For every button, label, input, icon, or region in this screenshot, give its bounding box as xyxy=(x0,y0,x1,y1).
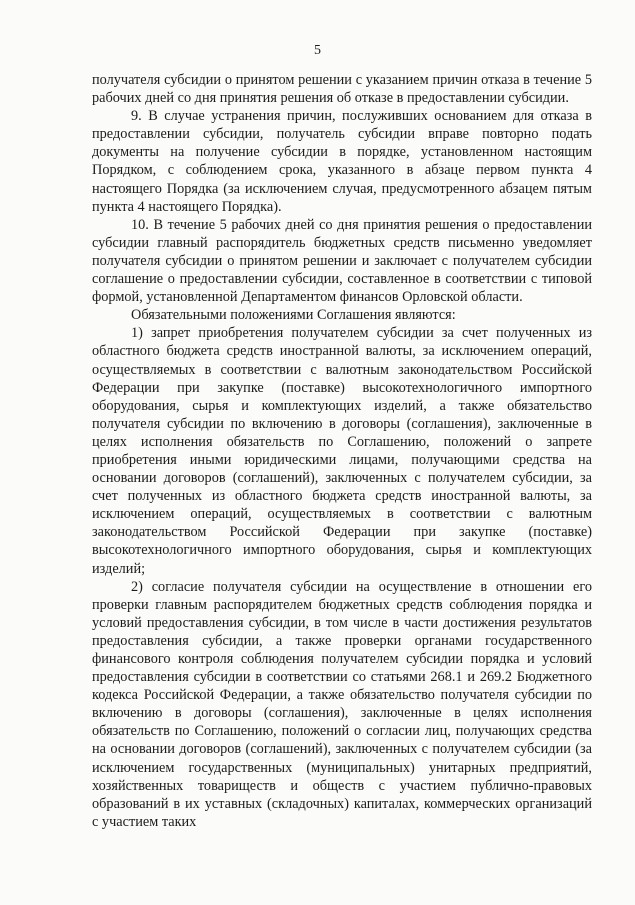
paragraph-item-10: 10. В течение 5 рабочих дней со дня принятия решения о предоставлении субсидии главный распорядитель бюджетных средств письменно уведомляет получателя субсидии о принятом решении и заключает с получателем субсидии соглашение о предоставлении субсидии, составленное в соответствии с типовой формой, установленной Департаментом финансов Орловской области. xyxy=(92,216,592,306)
paragraph-provision-1: 1) запрет приобретения получателем субсидии за счет полученных из областного бюджета средств иностранной валюты, за исключением операций, осуществляемых в соответствии с валютным законодательством Российской Федерации при закупке (поставке) высокотехнологичного импортного оборудования, сырья и комплектующих изделий, а также обязательство получателя субсидии по включению в договоры (соглашения), заключенные в целях исполнения обязательств по Соглашению, положений о запрете приобретения иными юридическими лицами, получающими средства на основании договоров (соглашений), заключенных с получателем субсидии, за счет полученных из областного бюджета средств иностранной валюты, за исключением операций, осуществляемых в соответствии с валютным законодательством Российской Федерации при закупке (поставке) высокотехнологичного импортного оборудования, сырья и комплектующих изделий; xyxy=(92,325,592,577)
paragraph-item-9: 9. В случае устранения причин, послуживших основанием для отказа в предоставлении субсидии, получатель субсидии вправе повторно подать документы на получение субсидии в порядке, установленном настоящим Порядком, с соблюдением срока, указанного в абзаце первом пункта 4 настоящего Порядка (за исключением случая, предусмотренного абзацем пятым пункта 4 настоящего Порядка). xyxy=(92,108,592,215)
page-number: 5 xyxy=(314,43,321,58)
paragraph-agreement-provisions: Обязательными положениями Соглашения являются: xyxy=(131,307,456,324)
paragraph-refusal-notice: получателя субсидии о принятом решении с указанием причин отказа в течение 5 рабочих дней со дня принятия решения об отказе в предоставлении субсидии. xyxy=(92,72,592,107)
paragraph-provision-2: 2) согласие получателя субсидии на осуществление в отношении его проверки главным распорядителем бюджетных средств соблюдения порядка и условий предоставления субсидии, в том числе в части достижения результатов предоставления субсидии, а также проверки органами государственного финансового контроля соблюдения получателем субсидии порядка и условий предоставления субсидии в соответствии со статьями 268.1 и 269.2 Бюджетного кодекса Российской Федерации, а также обязательство получателя субсидии по включению в договоры (соглашения), заключенные в целях исполнения обязательств по Соглашению, положений о согласии лиц, получающих средства на основании договоров (соглашений), заключенных с получателем субсидии (за исключением государственных (муниципальных) унитарных предприятий, хозяйственных товариществ и обществ с участием публично-правовых образований в их уставных (складочных) капиталах, коммерческих организаций с участием таких xyxy=(92,578,592,830)
document-body xyxy=(92,71,592,831)
